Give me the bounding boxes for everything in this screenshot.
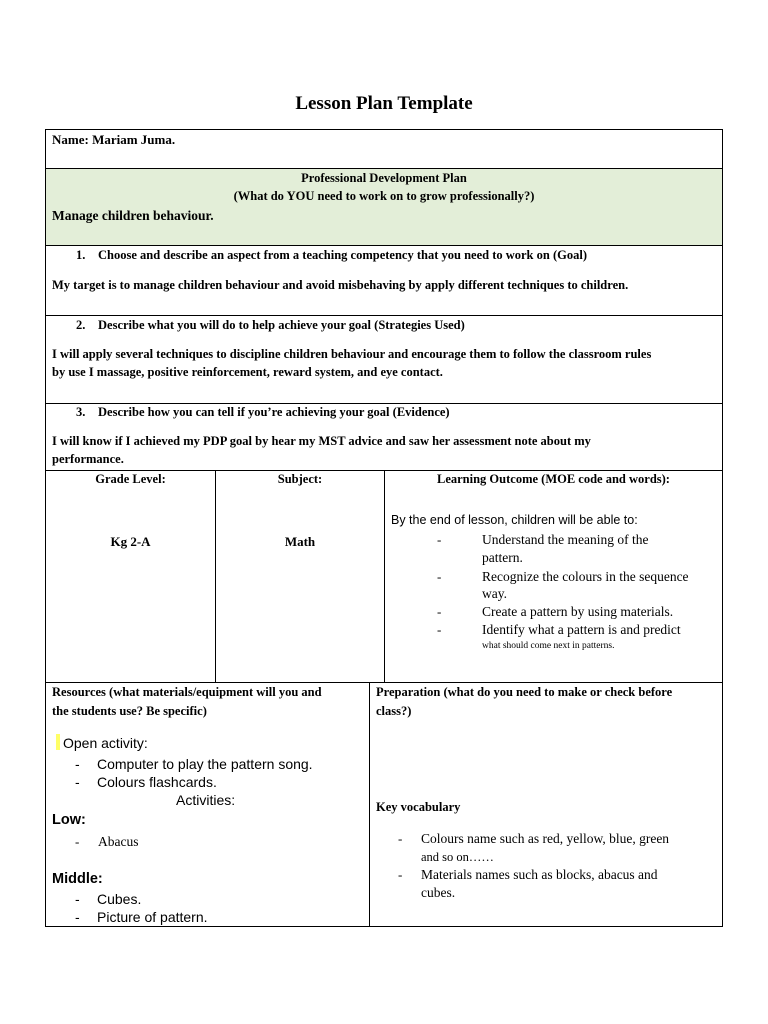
outcome-cell [384,470,723,683]
outcome-item-1-line1: Understand the meaning of the [482,532,649,547]
name-row [45,129,723,169]
vocab-item-1-dash: - [398,831,403,846]
strategies-row [45,315,723,404]
vocab-item-1-line2: and so on…… [421,850,494,864]
vocab-item-1-line1: Colours name such as red, yellow, blue, green [421,831,670,846]
open-activity-label: Open activity: [63,735,148,751]
preparation-label-line2: class?) [376,704,412,718]
strategies-question: Describe what you will do to help achieve your goal (Strategies Used) [98,318,465,332]
key-vocabulary-label: Key vocabulary [376,800,461,814]
vocab-item-2-line1: Materials names such as blocks, abacus and [421,867,658,882]
evidence-number: 3. [76,405,86,419]
resources-label-line2: the students use? Be specific) [52,704,207,718]
pdp-text: Manage children behaviour. [52,208,214,223]
resources-label-line1: Resources (what materials/equipment will you and [52,685,322,699]
subject-label: Subject: [277,472,323,486]
pdp-subheading: (What do YOU need to work on to grow professionally?) [233,189,535,203]
open-item-2: Colours flashcards. [97,774,217,790]
outcome-item-3-dash: - [437,604,442,619]
subject-cell [215,470,385,683]
document-title: Lesson Plan Template [295,93,473,114]
open-activity-heading [56,734,148,752]
outcome-item-2-dash: - [437,569,442,584]
highlight-mark [56,734,60,750]
strategies-number: 2. [76,318,86,332]
vocab-item-2-line2: cubes. [421,885,456,900]
middle-label: Middle: [52,871,103,887]
preparation-cell [369,682,723,927]
low-item-1: Abacus [98,834,139,849]
outcome-item-4-line2: what should come next in patterns. [482,641,615,651]
open-item-1-dash: - [75,756,80,772]
low-item-1-dash: - [75,834,80,849]
strategies-answer-line1: I will apply several techniques to discipline children behaviour and encourage them to follow the classroom rules [52,347,652,361]
outcome-label: Learning Outcome (MOE code and words): [437,472,670,486]
open-item-1: Computer to play the pattern song. [97,756,313,772]
middle-item-2: Picture of pattern. [97,909,208,925]
goal-row [45,245,723,316]
middle-item-1-dash: - [75,891,80,907]
name-line: Name: Mariam Juma. [52,132,176,147]
preparation-label-line1: Preparation (what do you need to make or check before [376,685,673,699]
goal-question: Choose and describe an aspect from a teaching competency that you need to work on (Goal) [98,248,587,262]
outcome-item-1-dash: - [437,532,442,547]
outcome-item-4-line1: Identify what a pattern is and predict [482,622,681,637]
goal-answer: My target is to manage children behaviour and avoid misbehaving by apply different techniques to children. [52,278,629,292]
subject-value: Math [284,534,316,549]
pdp-row [45,168,723,246]
grade-label: Grade Level: [95,472,166,486]
evidence-row [45,403,723,471]
outcome-intro: By the end of lesson, children will be able to: [391,513,638,527]
pdp-heading: Professional Development Plan [301,171,467,185]
outcome-item-1-line2: pattern. [482,550,523,565]
middle-item-1: Cubes. [97,891,142,907]
outcome-item-2-line2: way. [482,586,507,601]
evidence-question: Describe how you can tell if you’re achieving your goal (Evidence) [98,405,450,419]
outcome-item-2-line1: Recognize the colours in the sequence [482,569,689,584]
outcome-item-3-line1: Create a pattern by using materials. [482,604,674,619]
low-label: Low: [52,812,86,828]
goal-number: 1. [76,248,86,262]
middle-item-2-dash: - [75,909,80,925]
evidence-answer-line2: performance. [52,452,124,466]
outcome-item-4-dash: - [437,622,442,637]
strategies-answer-line2: by use I massage, positive reinforcement, reward system, and eye contact. [52,365,443,379]
vocab-item-2-dash: - [398,867,403,882]
evidence-answer-line1: I will know if I achieved my PDP goal by hear my MST advice and saw her assessment note about my [52,434,591,448]
open-item-2-dash: - [75,774,80,790]
resources-cell [45,682,370,927]
grade-cell [45,470,216,683]
activities-label: Activities: [176,792,236,808]
grade-value: Kg 2-A [110,534,151,549]
